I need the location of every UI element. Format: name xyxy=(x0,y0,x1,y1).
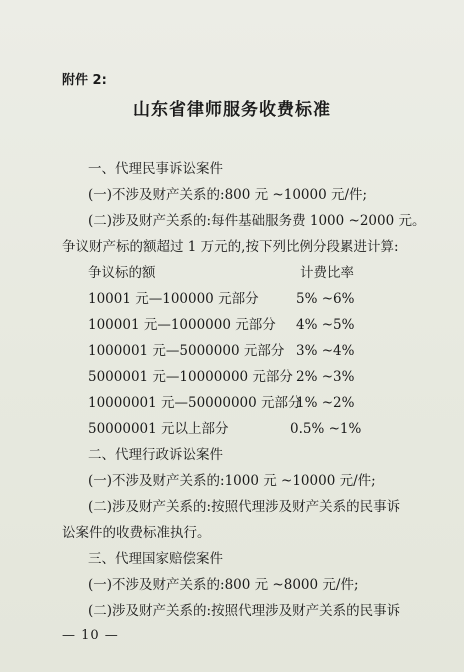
fee-table-header-range: 争议标的额 xyxy=(88,265,156,281)
fee-table-row-rate: 1% ~2% xyxy=(296,395,355,411)
fee-table-header-rate: 计费比率 xyxy=(300,265,354,281)
section-heading-state-compensation: 三、代理国家赔偿案件 xyxy=(88,551,223,567)
civil-item-1: (一)不涉及财产关系的:800 元 ~10000 元/件; xyxy=(88,187,368,203)
state-compensation-item-1: (一)不涉及财产关系的:800 元 ~8000 元/件; xyxy=(88,577,359,593)
fee-table-row-rate: 2% ~3% xyxy=(296,369,355,385)
page-number: — 10 — xyxy=(62,628,119,643)
administrative-item-2-line-2: 讼案件的收费标准执行。 xyxy=(62,525,211,541)
fee-table-row-rate: 5% ~6% xyxy=(296,291,355,307)
section-heading-administrative: 二、代理行政诉讼案件 xyxy=(88,447,223,463)
fee-table-row-range: 5000001 元—10000000 元部分 xyxy=(88,369,293,385)
document-title: 山东省律师服务收费标准 xyxy=(133,100,331,120)
fee-table-row-rate: 0.5% ~1% xyxy=(290,421,362,437)
attachment-label: 附件 2: xyxy=(62,73,107,88)
fee-table-row-rate: 4% ~5% xyxy=(296,317,355,333)
administrative-item-1: (一)不涉及财产关系的:1000 元 ~10000 元/件; xyxy=(88,473,376,489)
fee-table-row-range: 1000001 元—5000000 元部分 xyxy=(88,343,285,359)
civil-item-2-line-2: 争议财产标的额超过 1 万元的,按下列比例分段累进计算: xyxy=(62,239,399,255)
administrative-item-2-line-1: (二)涉及财产关系的:按照代理涉及财产关系的民事诉 xyxy=(88,499,401,515)
fee-table-row-range: 50000001 元以上部分 xyxy=(88,421,229,437)
fee-table-row-rate: 3% ~4% xyxy=(296,343,355,359)
section-heading-civil: 一、代理民事诉讼案件 xyxy=(88,161,223,177)
fee-table-row-range: 10001 元—100000 元部分 xyxy=(88,291,259,307)
civil-item-2-line-1: (二)涉及财产关系的:每件基础服务费 1000 ~2000 元。 xyxy=(88,213,426,229)
state-compensation-item-2-line-1: (二)涉及财产关系的:按照代理涉及财产关系的民事诉 xyxy=(88,603,401,619)
fee-table-row-range: 10000001 元—50000000 元部分 xyxy=(88,395,302,411)
fee-table-row-range: 100001 元—1000000 元部分 xyxy=(88,317,276,333)
